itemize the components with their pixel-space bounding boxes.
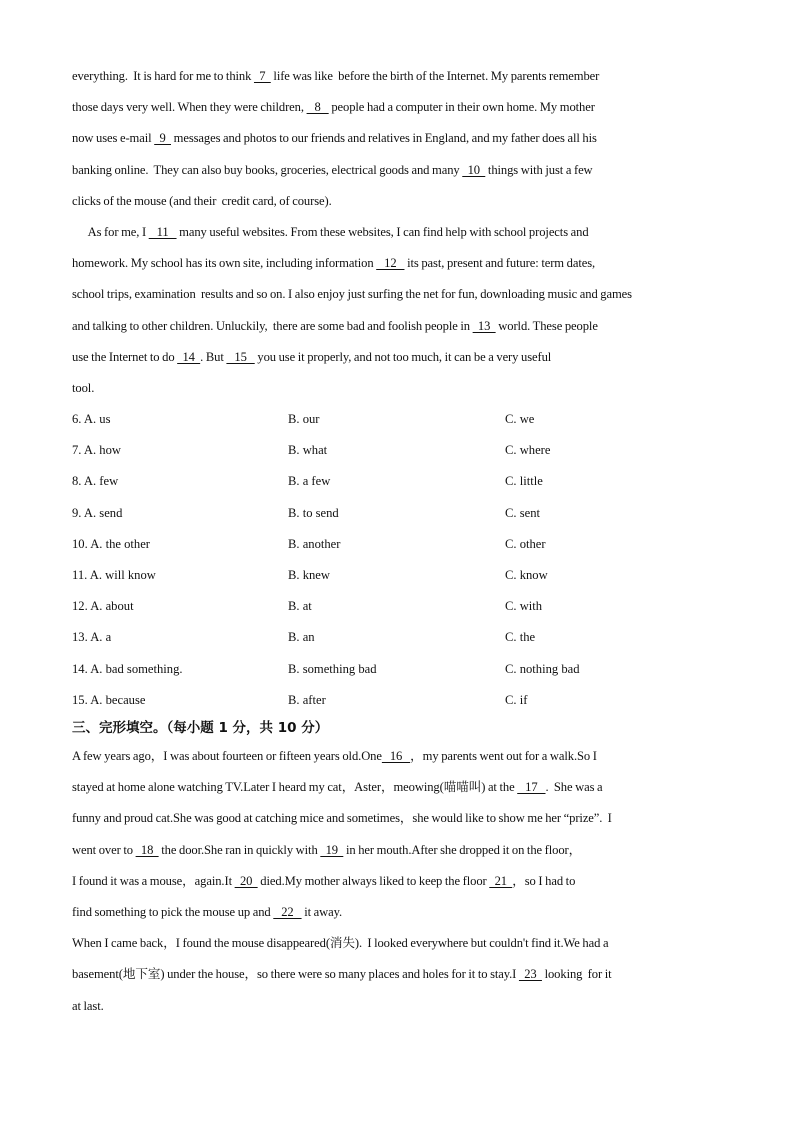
- passage-one-line: [72, 98, 732, 116]
- text-run: you use it properly, and not too much, it can be a very useful: [254, 349, 552, 364]
- text-run: . She was a: [545, 780, 603, 795]
- answer-blank: 15: [226, 349, 255, 364]
- option-c: C. nothing bad: [505, 661, 580, 676]
- text-run: banking online. They can also buy books, groceries, electrical goods and many: [72, 162, 463, 177]
- text-run: those days very well. When they were children,: [72, 100, 307, 115]
- option-a: 14. A. bad something.: [72, 661, 183, 676]
- text-run: people had a computer in their own home. My mother: [328, 100, 595, 115]
- passage-two-line: [72, 841, 732, 859]
- answer-blank: 7: [253, 69, 271, 83]
- passage-one-line: [72, 223, 732, 241]
- option-b: B. what: [288, 443, 328, 458]
- answer-blank: 23: [518, 967, 542, 982]
- answer-blank: 13: [472, 318, 496, 333]
- text-run: died.My mother always liked to keep the floor: [257, 873, 490, 888]
- text-run: homework. My school has its own site, including information: [72, 256, 377, 271]
- option-a: 6. A. us: [72, 412, 111, 426]
- option-b: B. knew: [288, 568, 330, 582]
- text-run: basement(地下室) under the house，so there were so many places and holes for it to stay.I: [72, 967, 519, 982]
- text-run: ，so I had to: [512, 873, 576, 888]
- answer-blank: 17: [517, 780, 546, 795]
- passage-one-line: [72, 317, 732, 335]
- passage-one-line: [72, 192, 732, 210]
- text-run: life was like before the birth of the Internet. My parents remember: [270, 69, 600, 83]
- option-b: B. after: [288, 692, 326, 707]
- option-b: B. at: [288, 599, 312, 614]
- answer-blank: 8: [306, 100, 329, 115]
- text-run: clicks of the mouse (and their credit card, of course).: [72, 193, 332, 208]
- option-c: C. sent: [505, 505, 540, 520]
- answer-blank: 10: [462, 162, 486, 177]
- text-run: looking for it: [541, 967, 612, 982]
- text-run: went over to: [72, 842, 136, 857]
- text-run: at last.: [72, 998, 104, 1013]
- text-run: funny and proud cat.She was good at catching mice and sometimes，she would like to show me her “prize”. I: [72, 811, 612, 826]
- answer-blank: 16: [381, 749, 411, 763]
- text-run: I found it was a mouse，again.It: [72, 873, 235, 888]
- text-run: use the Internet to do: [72, 349, 178, 364]
- option-b: B. something bad: [288, 661, 377, 676]
- section-heading: 三、完形填空。（每小题 1 分，共 10 分）: [72, 720, 329, 736]
- option-c: C. little: [505, 474, 543, 489]
- text-run: tool.: [72, 381, 95, 395]
- option-c: C. know: [505, 568, 548, 582]
- answer-blank: 14: [177, 349, 201, 364]
- option-c: C. if: [505, 692, 528, 707]
- text-run: many useful websites. From these websites, I can find help with school projects and: [176, 225, 589, 239]
- passage-two-line: [72, 872, 732, 890]
- text-run: it away.: [301, 905, 343, 919]
- text-run: the door.She ran in quickly with: [158, 842, 321, 857]
- passage-one-line: [72, 348, 732, 366]
- passage-two-line: [72, 997, 732, 1015]
- option-a: 10. A. the other: [72, 536, 150, 551]
- text-run: world. These people: [495, 318, 598, 333]
- passage-one-line: [72, 379, 732, 397]
- text-run: A few years ago，I was about fourteen or fifteen years old.One: [72, 749, 382, 763]
- answer-blank: 12: [376, 256, 405, 271]
- option-a: 13. A. a: [72, 630, 112, 645]
- option-a: 8. A. few: [72, 474, 119, 489]
- passage-two-line: [72, 903, 732, 921]
- answer-blank: 18: [135, 842, 159, 857]
- text-run: in her mouth.After she dropped it on the floor，: [343, 842, 582, 857]
- passage-two-line: [72, 965, 732, 983]
- option-c: C. where: [505, 443, 551, 458]
- option-a: 12. A. about: [72, 599, 134, 614]
- option-b: B. another: [288, 536, 341, 551]
- passage-two-line: [72, 934, 732, 952]
- option-c: C. we: [505, 412, 535, 426]
- passage-one-line: [72, 285, 732, 303]
- answer-blank: 9: [154, 131, 171, 146]
- text-run: As for me, I: [72, 225, 149, 239]
- text-run: school trips, examination results and so on. I also enjoy just surfing the net for fun, downloading music and games: [72, 287, 632, 302]
- passage-one-line: [72, 161, 732, 179]
- passage-two-line: [72, 747, 732, 765]
- passage-one-line: [72, 254, 732, 272]
- text-run: its past, present and future: term dates,: [404, 256, 596, 271]
- option-a: 7. A. how: [72, 443, 121, 458]
- answer-blank: 11: [148, 225, 177, 239]
- text-run: things with just a few: [485, 162, 593, 177]
- text-run: now uses e-mail: [72, 131, 155, 146]
- option-c: C. the: [505, 630, 536, 645]
- text-run: stayed at home alone watching TV.Later I heard my cat，Aster，meowing(喵喵叫) at the: [72, 780, 518, 795]
- text-run: messages and photos to our friends and relatives in England, and my father does all his: [171, 131, 597, 146]
- passage-one-line: [72, 129, 732, 147]
- option-c: C. with: [505, 599, 543, 614]
- answer-blank: 20: [234, 873, 258, 888]
- option-a: 9. A. send: [72, 505, 123, 520]
- option-c: C. other: [505, 536, 546, 551]
- option-a: 15. A. because: [72, 692, 146, 707]
- text-run: everything. It is hard for me to think: [72, 69, 254, 83]
- answer-blank: 22: [273, 905, 302, 919]
- option-b: B. an: [288, 630, 315, 645]
- passage-two-line: [72, 778, 732, 796]
- option-b: B. to send: [288, 505, 339, 520]
- passage-two-line: [72, 809, 732, 827]
- answer-blank: 19: [320, 842, 344, 857]
- text-run: and talking to other children. Unluckily, there are some bad and foolish people in: [72, 318, 473, 333]
- answer-blank: 21: [489, 873, 513, 888]
- text-run: . But: [200, 349, 227, 364]
- option-b: B. a few: [288, 474, 331, 489]
- option-a: 11. A. will know: [72, 568, 156, 582]
- text-run: find something to pick the mouse up and: [72, 905, 274, 919]
- text-run: When I came back，I found the mouse disappeared(消失). I looked everywhere but couldn't find it.We had a: [72, 936, 609, 951]
- option-b: B. our: [288, 412, 320, 426]
- text-run: ，my parents went out for a walk.So I: [410, 749, 597, 763]
- passage-one-line: [72, 67, 732, 85]
